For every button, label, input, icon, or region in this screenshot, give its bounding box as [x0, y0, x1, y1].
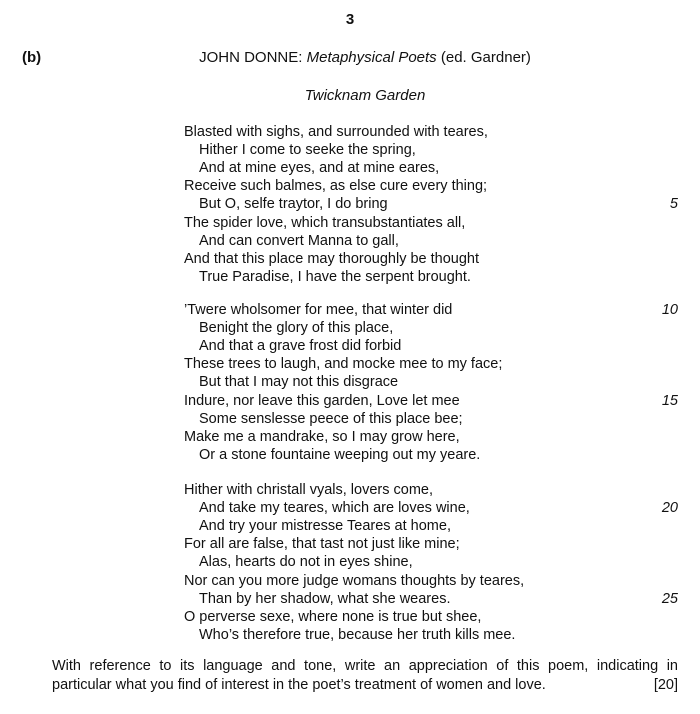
line-number: 5 — [669, 196, 678, 213]
poem-line: Indure, nor leave this garden, Love let mee — [184, 392, 460, 409]
poem-line: Alas, hearts do not in eyes shine, — [199, 554, 413, 571]
poem-line: For all are false, that tast not just like mine; — [184, 536, 460, 553]
poem-line: Nor can you more judge womans thoughts by teares, — [184, 572, 525, 589]
poem-line: But O, selfe traytor, I do bring — [199, 196, 388, 213]
poem-line: Or a stone fountaine weeping out my yeare. — [199, 446, 481, 463]
poem-line: Benight the glory of this place, — [199, 320, 394, 337]
poem-line: Hither with christall vyals, lovers come, — [184, 482, 433, 498]
poem-line: O perverse sexe, where none is true but shee, — [184, 608, 482, 625]
poem-line: Blasted with sighs, and surrounded with teares, — [184, 124, 488, 140]
source-title: Metaphysical Poets — [306, 49, 437, 66]
marks-allocation: [20] — [653, 677, 678, 693]
poem-line: ’Twere wholsomer for mee, that winter did — [184, 302, 453, 318]
poem-line: And that this place may thoroughly be thought — [184, 250, 480, 267]
page-number: 3 — [345, 11, 355, 28]
line-number: 20 — [661, 500, 678, 517]
poem-line: And try your mistresse Teares at home, — [199, 518, 451, 535]
part-label: (b) — [22, 49, 42, 66]
poem-line: Than by her shadow, what she weares. — [199, 590, 451, 607]
poem-line: These trees to laugh, and mocke mee to my face; — [184, 356, 503, 373]
editor-note: (ed. Gardner) — [440, 49, 531, 66]
author-name: JOHN DONNE: — [199, 49, 303, 66]
poem-line: Receive such balmes, as else cure every thing; — [184, 178, 488, 195]
poem-line: And can convert Manna to gall, — [199, 232, 399, 249]
poem-line: And that a grave frost did forbid — [199, 338, 402, 355]
poem-line: Who’s therefore true, because her truth kills mee. — [199, 626, 516, 643]
poem-line: But that I may not this disgrace — [199, 374, 399, 391]
poem-line: And take my teares, which are loves wine, — [199, 500, 470, 517]
question-text: With reference to its language and tone, write an appreciation of this poem, indicating in particular what you find of interest in the poet’s treatment of women and love. — [52, 658, 678, 693]
poem-line: Some senslesse peece of this place bee; — [199, 410, 463, 427]
poem-line: The spider love, which transubstantiates all, — [184, 214, 466, 231]
poem-title: Twicknam Garden — [304, 87, 426, 104]
poem-line: True Paradise, I have the serpent brought. — [199, 268, 471, 285]
line-number: 10 — [661, 302, 678, 318]
poem-heading — [0, 49, 700, 66]
line-number: 25 — [661, 590, 678, 607]
poem-line: And at mine eyes, and at mine eares, — [199, 160, 440, 177]
poem-line: Hither I come to seeke the spring, — [199, 142, 416, 159]
poem-line: Make me a mandrake, so I may grow here, — [184, 428, 460, 445]
line-number: 15 — [661, 392, 678, 409]
